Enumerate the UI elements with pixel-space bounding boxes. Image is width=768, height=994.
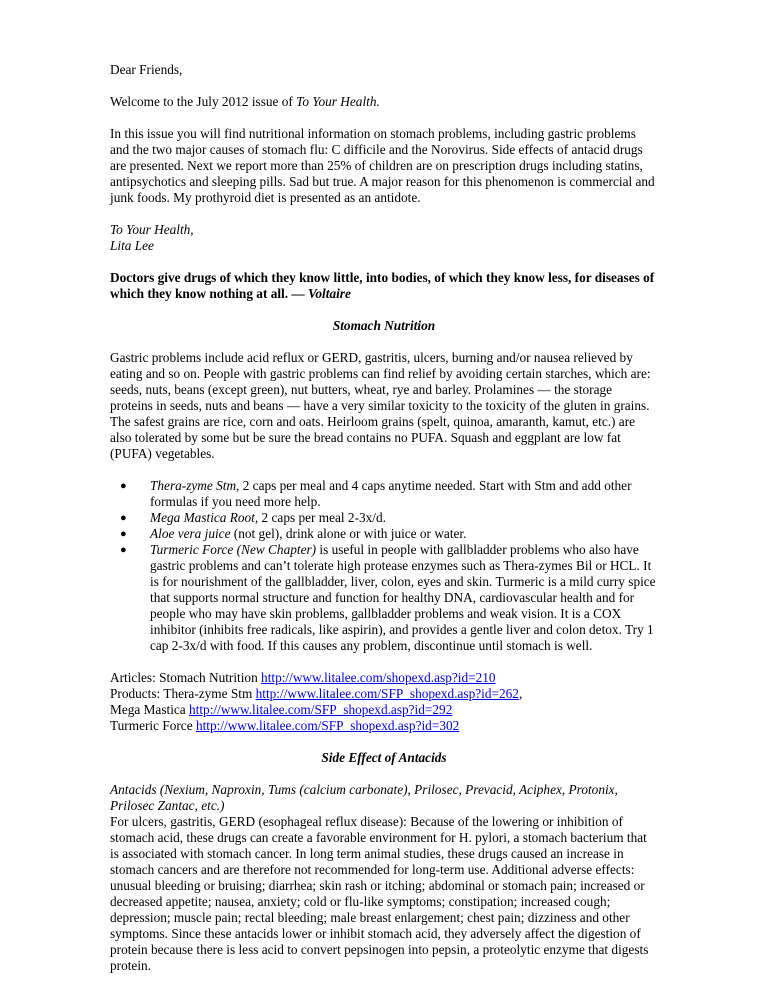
list-item: [120, 510, 658, 526]
mastica-line: [110, 702, 658, 718]
supplement-name: Turmeric Force (New Chapter): [150, 542, 317, 557]
turmeric-line: [110, 718, 658, 734]
supplement-name: Mega Mastica Root: [150, 510, 255, 525]
stomach-nutrition-paragraph: Gastric problems include acid reflux or GERD, gastritis, ulcers, burning and/or nausea relieved by eating and so on. People with gastric problems can find relief by avoiding certain starches, which are: seeds, nuts, beans (except green), nut butters, wheat, rye and barley. Prolamines — the storage proteins in seeds, nuts and beans — have a very similar toxicity to the toxicity of the gluten in grains. The safest grains are rice, corn and oats. Heirloom grains (spelt, quinoa, amaranth, kamut, etc.) are also tolerated by some but be sure the bread contains no PUFA. Squash and eggplant are low fat (PUFA) vegetables.: [110, 350, 651, 461]
supplement-text: (not gel), drink alone or with juice or water.: [230, 526, 467, 541]
mastica-label: Mega Mastica: [110, 702, 190, 717]
stomach-nutrition-link[interactable]: http://www.litalee.com/shopexd.asp?id=210: [261, 670, 496, 685]
supplement-name: Aloe vera juice: [150, 526, 231, 541]
welcome-line: [110, 94, 658, 110]
signature: Lita Lee: [110, 238, 154, 253]
signoff: To Your Health,: [110, 222, 194, 237]
thera-zyme-link[interactable]: http://www.litalee.com/SFP_shopexd.asp?id=262: [255, 686, 519, 701]
antacids-paragraph: For ulcers, gastritis, GERD (esophageal reflux disease): Because of the lowering or inhibition of stomach acid, these drugs can create a favorable environment for H. pylori, a stomach bacterium that is associated with stomach cancer. In long term animal studies, these drugs caused an increase in stomach cancers and are therefore not recommended for long-term use. Additional adverse effects: unusual bleeding or bruising; diarrhea; skin rash or itching; abdominal or stomach pain; increased or decreased appetite; nausea, anxiety; cold or flu-like symptoms; constipation; increased cough; depression; muscle pain; rectal bleeding; male breast enlargement; chest pain; dizziness and other symptoms. Since these antacids lower or inhibit stomach acid, they adversely affect the digestion of protein because there is less acid to convert pepsinogen into pepsin, a proteolytic enzyme that digests protein.: [110, 814, 649, 973]
turmeric-label: Turmeric Force: [110, 718, 196, 733]
bullet-icon: ●: [120, 544, 127, 556]
list-item: [120, 478, 658, 510]
intro-paragraph: In this issue you will find nutritional information on stomach problems, including gastric problems and the two major causes of stomach flu: C difficile and the Norovirus. Side effects of antacid drugs are presented. Next we report more than 25% of children are on prescription drugs including statins, antipsychotics and sleeping pills. Sad but true. A major reason for this phenomenon is commercial and junk foods. My prothyroid diet is presented as an antidote.: [110, 126, 655, 205]
list-item: [120, 526, 658, 542]
antacids-heading: Side Effect of Antacids: [321, 750, 447, 765]
supplement-text: , 2 caps per meal 2-3x/d.: [254, 510, 386, 525]
articles-line: [110, 670, 658, 686]
turmeric-force-link[interactable]: http://www.litalee.com/SFP_shopexd.asp?id=302: [195, 718, 460, 733]
articles-label: Articles: Stomach Nutrition: [110, 670, 262, 685]
bullet-icon: ●: [120, 528, 127, 540]
mega-mastica-link[interactable]: http://www.litalee.com/SFP_shopexd.asp?id=292: [189, 702, 453, 717]
supplement-text: is useful in people with gallbladder problems who also have gastric problems and can’t tolerate high protease enzymes such as Thera-zymes Bil or HCL. It is for nourishment of the gallbladder, liver, colon, eyes and skin. Turmeric is a mild curry spice that supports normal structure and function for healthy DNA, cardiovascular health and for people who may have skin problems, gallbladder problems and weak vision. It is a COX inhibitor (inhibits free radicals, like aspirin), and provides a gentle liver and colon detox. Try 1 cap 2-3x/d with food. If this causes any problem, discontinue until stomach is well.: [150, 542, 656, 653]
products-label: Products: Thera-zyme Stm: [110, 686, 256, 701]
products-suffix: ,: [518, 686, 523, 701]
bullet-icon: ●: [120, 512, 127, 524]
bullet-icon: ●: [120, 480, 127, 492]
links-block: [110, 670, 658, 734]
greeting: Dear Friends,: [110, 62, 183, 77]
quote-text: Doctors give drugs of which they know little, into bodies, of which they know less, for diseases of which they know nothing at all. —: [110, 270, 655, 301]
voltaire-quote: [110, 270, 658, 302]
list-item: [120, 542, 658, 654]
welcome-text: Welcome to the July 2012 issue of: [110, 94, 297, 109]
newsletter-title: To Your Health.: [296, 94, 380, 109]
supplement-name: Thera-zyme Stm: [150, 478, 237, 493]
supplement-text: , 2 caps per meal and 4 caps anytime needed. Start with Stm and add other formulas if you need more help.: [150, 478, 632, 509]
supplement-list: [110, 478, 658, 654]
antacid-drug-list: Antacids (Nexium, Naproxin, Tums (calcium carbonate), Prilosec, Prevacid, Aciphex, Protonix, Prilosec Zantac, etc.): [110, 782, 618, 813]
quote-author: Voltaire: [308, 286, 351, 301]
stomach-nutrition-heading: Stomach Nutrition: [332, 318, 436, 333]
products-line: [110, 686, 658, 702]
